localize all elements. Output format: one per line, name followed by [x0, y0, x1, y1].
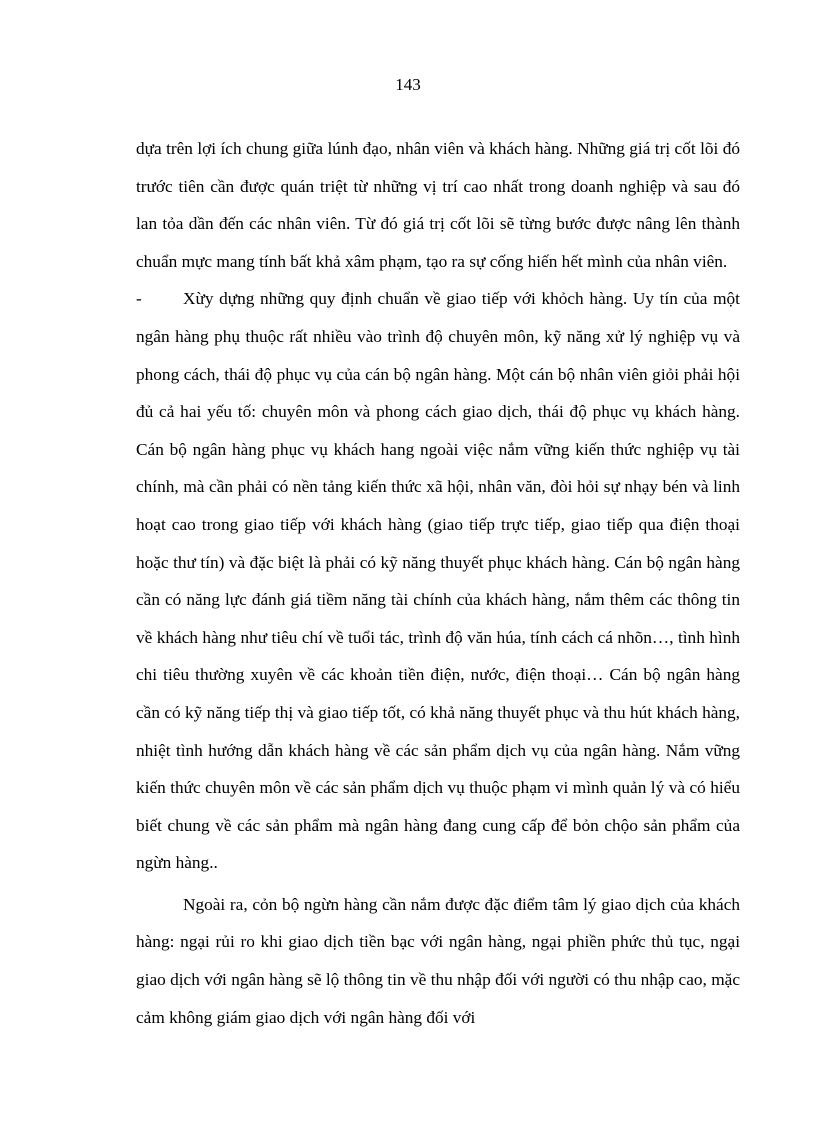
paragraph-core-values: dựa trên lợi ích chung giữa lúnh đạo, nhân viên và khách hàng. Những giá trị cốt lõi đó trước tiên cần được quán triệt từ những vị trí cao nhất trong doanh nghiệp và sau đó lan tỏa dần đến các nhân viên. Từ đó giá trị cốt lõi sẽ từng bước được nâng lên thành chuẩn mực mang tính bất khả xâm phạm, tạo ra sự cống hiến hết mình của nhân viên. — [136, 139, 740, 271]
paragraph-communication-standards: Xừy dựng những quy định chuẩn về giao tiếp với khỏch hàng. Uy tín của một ngân hàng phụ thuộc rất nhiều vào trình độ chuyên môn, kỹ năng xử lý nghiệp vụ và phong cách, thái độ phục vụ của cán bộ ngân hàng. Một cán bộ nhân viên giỏi phải hội đủ cả hai yếu tố: chuyên môn và phong cách giao dịch, thái độ phục vụ khách hàng. Cán bộ ngân hàng phục vụ khách hang ngoài việc nắm vững kiến thức nghiệp vụ tài chính, mà cần phải có nền tảng kiến thức xã hội, nhân văn, đòi hỏi sự nhạy bén và linh hoạt cao trong giao tiếp với khách hàng (giao tiếp trực tiếp, giao tiếp qua điện thoại hoặc thư tín) và đặc biệt là phải có kỹ năng thuyết phục khách hàng. Cán bộ ngân hàng cần có năng lực đánh giá tiềm năng tài chính của khách hàng, nắm thêm các thông tin về khách hàng như tiêu chí về tuổi tác, trình độ văn húa, tính cách cá nhõn…, tình hình chi tiêu thường xuyên về các khoản tiền điện, nước, điện thoại… Cán bộ ngân hàng cần có kỹ năng tiếp thị và giao tiếp tốt, có khả năng thuyết phục và thu hút khách hàng, nhiệt tình hướng dẫn khách hàng về các sản phẩm dịch vụ của ngân hàng. Nắm vững kiến thức chuyên môn về các sản phẩm dịch vụ thuộc phạm vi mình quản lý và có hiểu biết chung về các sản phẩm mà ngân hàng đang cung cấp để bỏn chộo sản phẩm của ngừn hàng.. — [136, 289, 740, 873]
bullet-item-communication-standards — [136, 280, 740, 882]
page-number: 143 — [395, 75, 421, 94]
bullet-marker: - — [136, 289, 142, 309]
document-body — [136, 130, 740, 1036]
paragraph-customer-psychology: Ngoài ra, cỏn bộ ngừn hàng cần nắm được đặc điểm tâm lý giao dịch của khách hàng: ngại rủi ro khi giao dịch tiền bạc với ngân hàng, ngại phiền phức thủ tục, ngại giao dịch với ngân hàng sẽ lộ thông tin về thu nhập đối với người có thu nhập cao, mặc cảm không giám giao dịch với ngân hàng đối với — [136, 894, 740, 1027]
